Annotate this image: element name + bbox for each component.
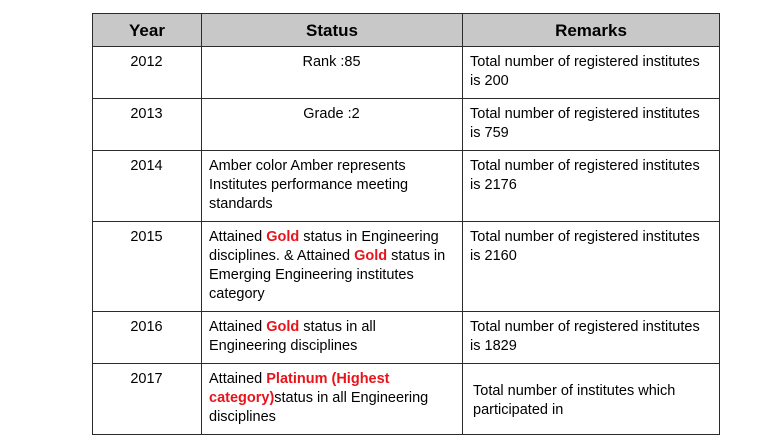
status-text: status in all Engineering disciplines (209, 319, 376, 354)
status-cell (202, 222, 463, 312)
status-cell (202, 312, 463, 364)
remarks-cell: Total number of institutes which participated in (463, 364, 720, 435)
table-row (93, 364, 720, 435)
status-cell: Rank :85 (202, 47, 463, 99)
remarks-cell: Total number of registered institutes is 2176 (463, 151, 720, 222)
status-text: status in all Engineering disciplines (209, 390, 429, 425)
remarks-cell: Total number of registered institutes is 2160 (463, 222, 720, 312)
table-row (93, 222, 720, 312)
table-row (93, 312, 720, 364)
table-row (93, 99, 720, 151)
status-text: status in Emerging Engineering institutes category (209, 248, 446, 302)
gold-highlight: Gold (266, 229, 300, 245)
gold-highlight: Gold (354, 248, 388, 264)
table-row (93, 151, 720, 222)
status-text: Attained (209, 229, 267, 245)
status-cell (202, 364, 463, 435)
year-cell: 2017 (93, 364, 202, 435)
remarks-cell: Total number of registered institutes is 200 (463, 47, 720, 99)
year-cell: 2015 (93, 222, 202, 312)
status-table (92, 13, 720, 435)
remarks-cell: Total number of registered institutes is 1829 (463, 312, 720, 364)
year-cell: 2016 (93, 312, 202, 364)
header-row (93, 14, 720, 47)
header-status: Status (202, 14, 463, 47)
status-text: status in Engineering disciplines. & Attained (209, 229, 439, 264)
year-cell: 2014 (93, 151, 202, 222)
gold-highlight: Gold (266, 319, 300, 335)
status-text: Attained (209, 371, 267, 387)
status-cell: Grade :2 (202, 99, 463, 151)
remarks-cell: Total number of registered institutes is 759 (463, 99, 720, 151)
year-cell: 2013 (93, 99, 202, 151)
status-cell: Amber color Amber represents Institutes performance meeting standards (202, 151, 463, 222)
table-row (93, 47, 720, 99)
platinum-highlight: Platinum (Highest category) (209, 371, 390, 406)
header-remarks: Remarks (463, 14, 720, 47)
header-year: Year (93, 14, 202, 47)
year-cell: 2012 (93, 47, 202, 99)
status-text: Attained (209, 319, 267, 335)
